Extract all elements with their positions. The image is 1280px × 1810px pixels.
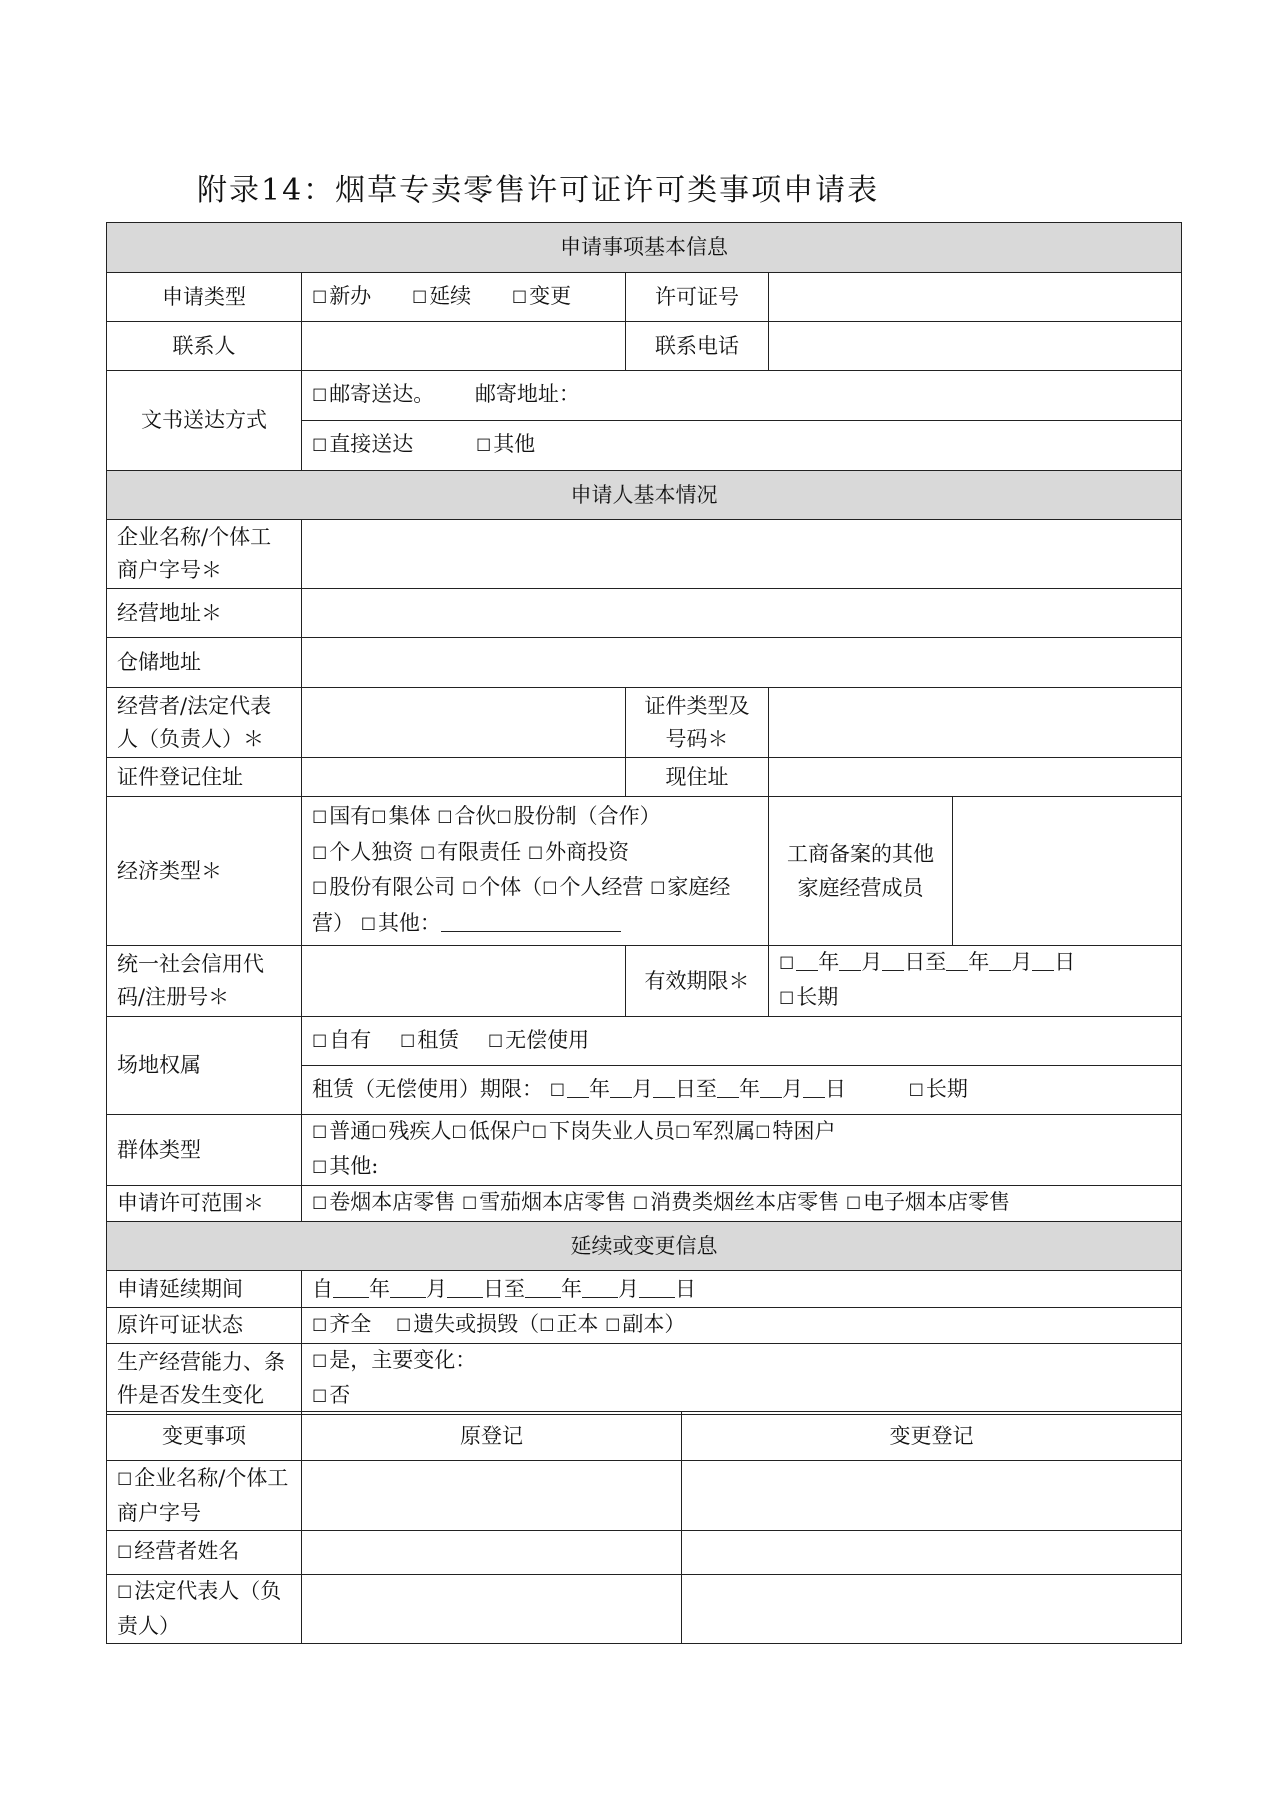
- group-type-label: 群体类型: [107, 1115, 302, 1186]
- checkbox-delivery-other[interactable]: ☐其他: [475, 432, 536, 456]
- site-ownership-label: 场地权属: [107, 1017, 302, 1115]
- family-members-label: 工商备案的其他家庭经营成员: [769, 797, 953, 946]
- license-no-field[interactable]: [769, 273, 1182, 322]
- checkbox-no[interactable]: ☐否: [312, 1383, 351, 1407]
- section-title: 申请事项基本信息: [107, 223, 1182, 273]
- operator-label: 经营者/法定代表人（负责人）＊: [107, 688, 302, 758]
- col-change-item: 变更事项: [107, 1412, 302, 1461]
- credit-code-label: 统一社会信用代码/注册号＊: [107, 946, 302, 1017]
- blank[interactable]: [653, 1075, 675, 1098]
- validity-label: 有效期限＊: [626, 946, 769, 1017]
- contact-field[interactable]: [302, 322, 626, 371]
- phone-field[interactable]: [769, 322, 1182, 371]
- checkbox-change[interactable]: ☐变更: [511, 283, 572, 308]
- company-name-field[interactable]: [302, 520, 1182, 589]
- company-name-label: 企业名称/个体工商户字号＊: [107, 520, 302, 589]
- new-field[interactable]: [682, 1575, 1182, 1644]
- site-ownership-options: [302, 1017, 1182, 1066]
- col-new: 变更登记: [682, 1412, 1182, 1461]
- blank[interactable]: [803, 1075, 825, 1098]
- checkbox-yes[interactable]: ☐是，主要变化：: [312, 1348, 477, 1372]
- current-address-field[interactable]: [769, 758, 1182, 797]
- checkbox-group-disabled[interactable]: ☐残疾人: [371, 1119, 452, 1143]
- section-title: 延续或变更信息: [107, 1222, 1182, 1271]
- application-form-table: [106, 222, 1182, 1415]
- blank[interactable]: [582, 1275, 618, 1298]
- original-field[interactable]: [302, 1531, 682, 1575]
- checkbox-mail[interactable]: ☐邮寄送达。: [312, 382, 435, 406]
- storage-address-field[interactable]: [302, 638, 1182, 688]
- table-row: [107, 1575, 1182, 1644]
- validity-range-checkbox[interactable]: ☐: [779, 954, 795, 974]
- id-type-label: 证件类型及号码＊: [626, 688, 769, 758]
- checkbox-collective[interactable]: ☐集体: [371, 804, 431, 828]
- table-row: [107, 1461, 1182, 1531]
- section-renewal-header: [107, 1222, 1182, 1271]
- lease-range-checkbox[interactable]: ☐: [549, 1080, 565, 1101]
- license-scope-label: 申请许可范围＊: [107, 1186, 302, 1222]
- change-items-table: [106, 1411, 1182, 1644]
- blank[interactable]: [989, 948, 1011, 971]
- license-no-label: 许可证号: [626, 273, 769, 322]
- current-address-label: 现住址: [626, 758, 769, 797]
- section-title: 申请人基本情况: [107, 471, 1182, 520]
- economy-type-label: 经济类型＊: [107, 797, 302, 946]
- section-basic-header: [107, 223, 1182, 273]
- license-status-options: [302, 1308, 1182, 1344]
- checkbox-renew[interactable]: ☐延续: [411, 283, 472, 308]
- blank[interactable]: [610, 1075, 632, 1098]
- checkbox-personal-operation[interactable]: ☐个人经营: [542, 875, 644, 899]
- checkbox-lease[interactable]: ☐租赁: [399, 1027, 460, 1052]
- change-item-legal-rep[interactable]: ☐法定代表人（负责人）: [107, 1575, 302, 1644]
- mail-address-label: 邮寄地址：: [474, 382, 580, 406]
- checkbox-state-owned[interactable]: ☐国有: [312, 804, 372, 828]
- lease-period-row: 租赁（无偿使用）期限： ☐ 年 月 日至 年 月 日 ☐长期: [302, 1066, 1182, 1115]
- economy-type-options: [302, 797, 769, 946]
- table-row: [107, 1531, 1182, 1575]
- apply-type-label: 申请类型: [107, 273, 302, 322]
- checkbox-new[interactable]: ☐新办: [312, 283, 372, 308]
- new-field[interactable]: [682, 1461, 1182, 1531]
- group-type-options: [302, 1115, 1182, 1186]
- renewal-period-label: 申请延续期间: [107, 1271, 302, 1308]
- checkbox-group-other[interactable]: ☐其他:: [312, 1154, 379, 1178]
- change-item-operator[interactable]: ☐经营者姓名: [107, 1531, 302, 1575]
- blank[interactable]: [333, 1275, 369, 1298]
- checkbox-family-operation[interactable]: ☐家庭经营）: [312, 875, 731, 935]
- blank[interactable]: [567, 1075, 589, 1098]
- original-field[interactable]: [302, 1575, 682, 1644]
- checkbox-group-low-income[interactable]: ☐低保户: [451, 1119, 532, 1143]
- blank[interactable]: [447, 1275, 483, 1298]
- apply-type-options: [302, 273, 626, 322]
- family-members-field[interactable]: [953, 797, 1182, 946]
- business-address-field[interactable]: [302, 589, 1182, 638]
- col-original: 原登记: [302, 1412, 682, 1461]
- checkbox-free-use[interactable]: ☐无偿使用: [487, 1027, 590, 1052]
- license-scope-options: [302, 1186, 1182, 1222]
- delivery-direct-row: [302, 421, 1182, 471]
- business-address-label: 经营地址＊: [107, 589, 302, 638]
- checkbox-scope-e-cigarette[interactable]: ☐电子烟本店零售: [845, 1190, 1011, 1214]
- delivery-mail-row: [302, 371, 1182, 421]
- blank[interactable]: [717, 1075, 739, 1098]
- section-applicant-header: [107, 471, 1182, 520]
- blank[interactable]: [882, 948, 904, 971]
- checkbox-limited-liability[interactable]: ☐有限责任: [419, 839, 522, 864]
- storage-address-label: 仓储地址: [107, 638, 302, 688]
- change-question-options: [302, 1344, 1182, 1415]
- checkbox-foreign-investment[interactable]: ☐外商投资: [527, 839, 630, 864]
- checkbox-scope-cigarette[interactable]: ☐卷烟本店零售: [312, 1190, 456, 1214]
- blank[interactable]: [639, 1275, 675, 1298]
- blank[interactable]: [1032, 948, 1054, 971]
- change-item-company[interactable]: ☐企业名称/个体工商户字号: [107, 1461, 302, 1531]
- checkbox-group-poverty[interactable]: ☐特困户: [755, 1119, 836, 1143]
- lease-period-label: 租赁（无偿使用）期限：: [312, 1076, 543, 1101]
- contact-label: 联系人: [107, 322, 302, 371]
- checkbox-status-lost[interactable]: ☐遗失或损毁（: [395, 1312, 540, 1336]
- blank[interactable]: [946, 948, 968, 971]
- new-field[interactable]: [682, 1531, 1182, 1575]
- checkbox-economy-other[interactable]: ☐其他：: [360, 910, 441, 935]
- blank[interactable]: [760, 1075, 782, 1098]
- checkbox-own[interactable]: ☐自有: [312, 1027, 372, 1052]
- checkbox-status-original[interactable]: ☐正本: [539, 1312, 599, 1336]
- change-question-label: 生产经营能力、条件是否发生变化: [107, 1344, 302, 1415]
- checkbox-sole-proprietorship[interactable]: ☐个人独资: [312, 839, 414, 864]
- checkbox-direct[interactable]: ☐直接送达: [312, 432, 414, 456]
- blank[interactable]: [796, 948, 818, 971]
- validity-options: ☐ 年 月 日至 年 月 日 ☐长期: [769, 946, 1182, 1017]
- page-title: 附录14：烟草专卖零售许可证许可类事项申请表: [197, 173, 880, 208]
- checkbox-group-laid-off[interactable]: ☐下岗失业人员: [531, 1119, 675, 1143]
- checkbox-validity-long-term[interactable]: ☐长期: [779, 985, 839, 1009]
- checkbox-lease-long-term[interactable]: ☐长期: [908, 1076, 968, 1101]
- economy-other-blank[interactable]: [441, 909, 621, 932]
- license-status-label: 原许可证状态: [107, 1308, 302, 1344]
- original-field[interactable]: [302, 1461, 682, 1531]
- checkbox-group-military[interactable]: ☐军烈属: [675, 1119, 756, 1143]
- blank[interactable]: [390, 1275, 426, 1298]
- checkbox-status-complete[interactable]: ☐齐全: [312, 1312, 372, 1336]
- checkbox-individual[interactable]: ☐个体（: [461, 875, 543, 899]
- id-address-field[interactable]: [302, 758, 626, 797]
- checkbox-scope-cigar[interactable]: ☐雪茄烟本店零售: [461, 1190, 627, 1214]
- checkbox-scope-cut-tobacco[interactable]: ☐消费类烟丝本店零售: [632, 1190, 840, 1214]
- blank[interactable]: [525, 1275, 561, 1298]
- checkbox-partnership[interactable]: ☐合伙: [437, 804, 497, 828]
- phone-label: 联系电话: [626, 322, 769, 371]
- operator-field[interactable]: [302, 688, 626, 758]
- blank[interactable]: [839, 948, 861, 971]
- checkbox-joint-stock-limited[interactable]: ☐股份有限公司: [312, 875, 456, 899]
- id-type-field[interactable]: [769, 688, 1182, 758]
- checkbox-joint-stock-coop[interactable]: ☐股份制（合作）: [496, 804, 661, 828]
- id-address-label: 证件登记住址: [107, 758, 302, 797]
- credit-code-field[interactable]: [302, 946, 626, 1017]
- delivery-label: 文书送达方式: [107, 371, 302, 471]
- renewal-period-field: 自 年 月 日至 年 月 日: [302, 1271, 1182, 1308]
- checkbox-group-normal[interactable]: ☐普通: [312, 1119, 372, 1143]
- checkbox-status-copy[interactable]: ☐副本）: [605, 1312, 686, 1336]
